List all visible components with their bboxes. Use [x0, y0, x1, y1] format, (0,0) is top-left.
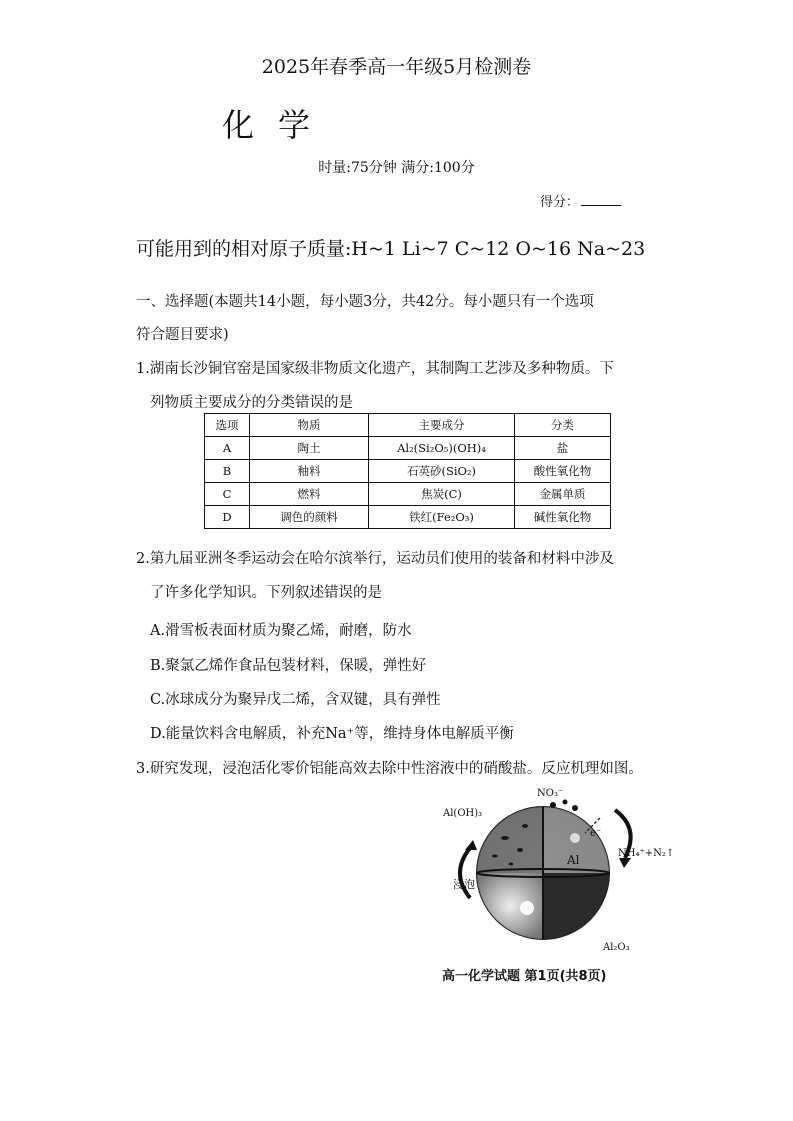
table-row [205, 506, 611, 529]
table-row [205, 437, 611, 460]
section1-line1: 一、选择题(本题共14小题，每小题3分，共42分。每小题只有一个选项 [136, 294, 594, 310]
table-cell: 焦炭(C) [369, 483, 515, 506]
label-products: NH₄⁺+N₂↑ [618, 848, 675, 859]
score-blank [581, 193, 621, 206]
table-cell: 金属单质 [515, 483, 611, 506]
table-cell: C [205, 483, 250, 506]
section1-line2: 符合题目要求) [136, 327, 229, 343]
q2-option-d: D.能量饮料含电解质，补充Na⁺等，维持身体电解质平衡 [150, 726, 514, 742]
reaction-mechanism-figure [425, 778, 685, 968]
table-cell: 调色的颜料 [250, 506, 369, 529]
page-footer-caption: 高一化学试题 第1页(共8页) [442, 969, 607, 984]
q1-line2: 列物质主要成分的分类错误的是 [150, 395, 353, 411]
table-cell: D [205, 506, 250, 529]
label-aloh3: Al(OH)₃ [443, 808, 483, 819]
table-header-cell: 分类 [515, 414, 611, 437]
table-header-cell: 物质 [250, 414, 369, 437]
table-header-cell: 主要成分 [369, 414, 515, 437]
table-row [205, 483, 611, 506]
time-info: 时量:75分钟 满分:100分 [318, 160, 475, 176]
exam-title: 2025年春季高一年级5月检测卷 [261, 56, 532, 78]
label-al2o3: Al₂O₃ [603, 942, 630, 953]
table-cell: A [205, 437, 250, 460]
q2-option-b: B.聚氯乙烯作食品包装材料，保暖，弹性好 [150, 658, 427, 674]
table-cell: B [205, 460, 250, 483]
atomic-masses: 可能用到的相对原子质量:H~1 Li~7 C~12 O~16 Na~23 [136, 238, 646, 260]
table-cell: 碱性氧化物 [515, 506, 611, 529]
table-cell: 酸性氧化物 [515, 460, 611, 483]
classification-table [204, 413, 611, 529]
table-header-row [205, 414, 611, 437]
table-cell: 铁红(Fe₂O₃) [369, 506, 515, 529]
label-electron: e⁻ [590, 828, 602, 839]
table-header-cell: 选项 [205, 414, 250, 437]
table-cell: 陶土 [250, 437, 369, 460]
label-al: Al [567, 853, 580, 867]
label-soak: 浸泡 [453, 878, 475, 891]
table-cell: 燃料 [250, 483, 369, 506]
q1-line1: 1.湖南长沙铜官窑是国家级非物质文化遗产，其制陶工艺涉及多种物质。下 [136, 361, 614, 377]
q2-option-a: A.滑雪板表面材质为聚乙烯，耐磨，防水 [150, 623, 412, 639]
score-field [540, 191, 621, 210]
table-cell: 盐 [515, 437, 611, 460]
q2-line2: 了许多化学知识。下列叙述错误的是 [150, 585, 382, 601]
score-label: 得分： [540, 195, 580, 210]
table-cell: 石英砂(SiO₂) [369, 460, 515, 483]
q2-option-c: C.冰球成分为聚异戊二烯，含双键，具有弹性 [150, 692, 441, 708]
subject-title: 化学 [222, 106, 335, 144]
table-cell: Al₂(Si₂O₅)(OH)₄ [369, 437, 515, 460]
q2-line1: 2.第九届亚洲冬季运动会在哈尔滨举行，运动员们使用的装备和材料中涉及 [136, 551, 614, 567]
table-row [205, 460, 611, 483]
table-cell: 釉料 [250, 460, 369, 483]
q3-line1: 3.研究发现，浸泡活化零价铝能高效去除中性溶液中的硝酸盐。反应机理如图。 [136, 761, 643, 777]
label-no3: NO₃⁻ [537, 788, 564, 799]
